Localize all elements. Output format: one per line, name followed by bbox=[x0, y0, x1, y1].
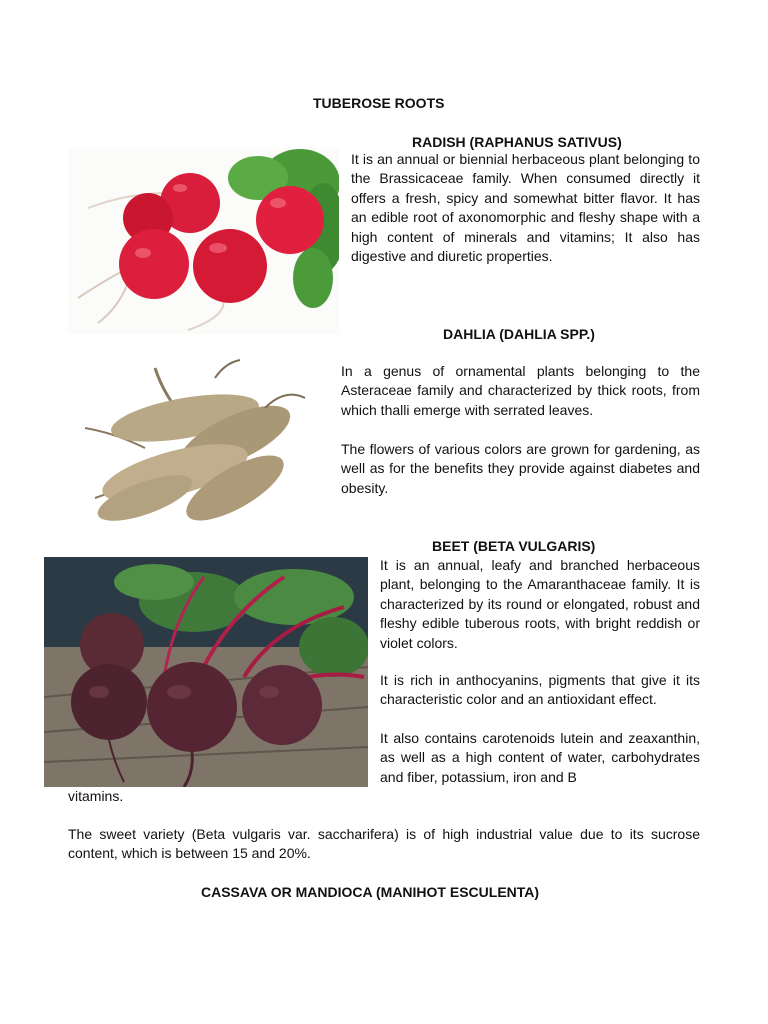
beet-paragraph-1: It is an annual, leafy and branched herbaceous plant, belonging to the Amaranthaceae family. It is characterized by its round or elongated, robust and fleshy edible tuberous roots, with bright reddish or violet colors. bbox=[380, 557, 700, 651]
dahlia-paragraph-2: The flowers of various colors are grown for gardening, as well as for the benefits they provide against diabetes and obesity. bbox=[341, 441, 700, 496]
beet-paragraph-2: It is rich in anthocyanins, pigments that give it its characteristic color and an antioxidant effect. bbox=[380, 672, 700, 708]
beet-photo bbox=[44, 557, 368, 787]
heading-cassava: CASSAVA OR MANDIOCA (MANIHOT ESCULENTA) bbox=[201, 884, 540, 900]
heading-dahlia: DAHLIA (DAHLIA SPP.) bbox=[443, 326, 595, 342]
beet-paragraph-4: The sweet variety (Beta vulgaris var. saccharifera) is of high industrial value due to its sucrose content, which is between 15 and 20%. bbox=[68, 826, 700, 862]
radish-photo bbox=[68, 148, 339, 334]
beet-paragraph-3: It also contains carotenoids lutein and zeaxanthin, as well as a high content of water, carbohydrates and fiber, potassium, iron and B bbox=[380, 730, 700, 785]
page-title: TUBEROSE ROOTS bbox=[313, 95, 445, 111]
heading-beet: BEET (BETA VULGARIS) bbox=[432, 538, 596, 554]
beet-paragraph-3-continuation: vitamins. bbox=[68, 788, 124, 804]
radish-paragraph: It is an annual or biennial herbaceous plant belonging to the Brassicaceae family. When consumed directly it offers a fresh, spicy and somewhat bitter flavor. It has an edible root of axonomorphic and fleshy shape with a high content of minerals and vitamins; It also has digestive and diuretic properties. bbox=[351, 151, 700, 265]
dahlia-paragraph-1: In a genus of ornamental plants belonging to the Asteraceae family and characterized by thick roots, from which thalli emerge with serrated leaves. bbox=[341, 363, 700, 418]
dahlia-roots-photo bbox=[65, 348, 315, 538]
heading-radish: RADISH (RAPHANUS SATIVUS) bbox=[412, 134, 622, 150]
